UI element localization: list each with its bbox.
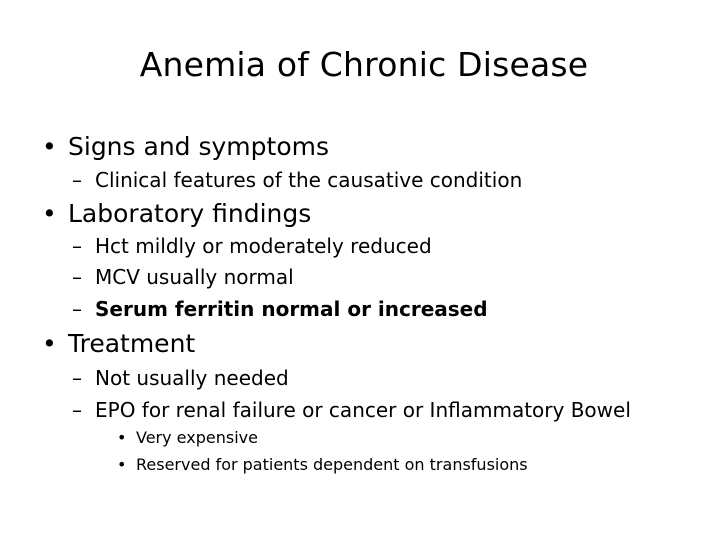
subitem-text: Not usually needed [95, 366, 289, 390]
slide-title: Anemia of Chronic Disease [139, 45, 589, 84]
subitem-text-bold: Serum ferritin normal or increased [95, 297, 488, 321]
bullet-icon: • [117, 455, 127, 474]
bullet-icon: • [117, 428, 127, 447]
bullet-icon: • [42, 329, 57, 358]
bullet-icon: • [42, 132, 57, 161]
section-heading: Laboratory findings [68, 199, 312, 228]
subitem-text: Hct mildly or moderately reduced [95, 234, 432, 258]
subitem-text: EPO for renal failure or cancer or Inflammatory Bowel [95, 398, 631, 422]
dash-icon: – [72, 398, 82, 422]
dash-icon: – [72, 265, 82, 289]
subitem-text: Clinical features of the causative condition [95, 168, 523, 192]
subsubitem-text: Very expensive [136, 428, 258, 447]
dash-icon: – [72, 168, 82, 192]
subitem-text: MCV usually normal [95, 265, 294, 289]
subsubitem-text: Reserved for patients dependent on transfusions [136, 455, 528, 474]
dash-icon: – [72, 297, 82, 321]
dash-icon: – [72, 366, 82, 390]
section-heading: Signs and symptoms [68, 132, 329, 161]
dash-icon: – [72, 234, 82, 258]
section-heading: Treatment [68, 329, 196, 358]
bullet-icon: • [42, 199, 57, 228]
